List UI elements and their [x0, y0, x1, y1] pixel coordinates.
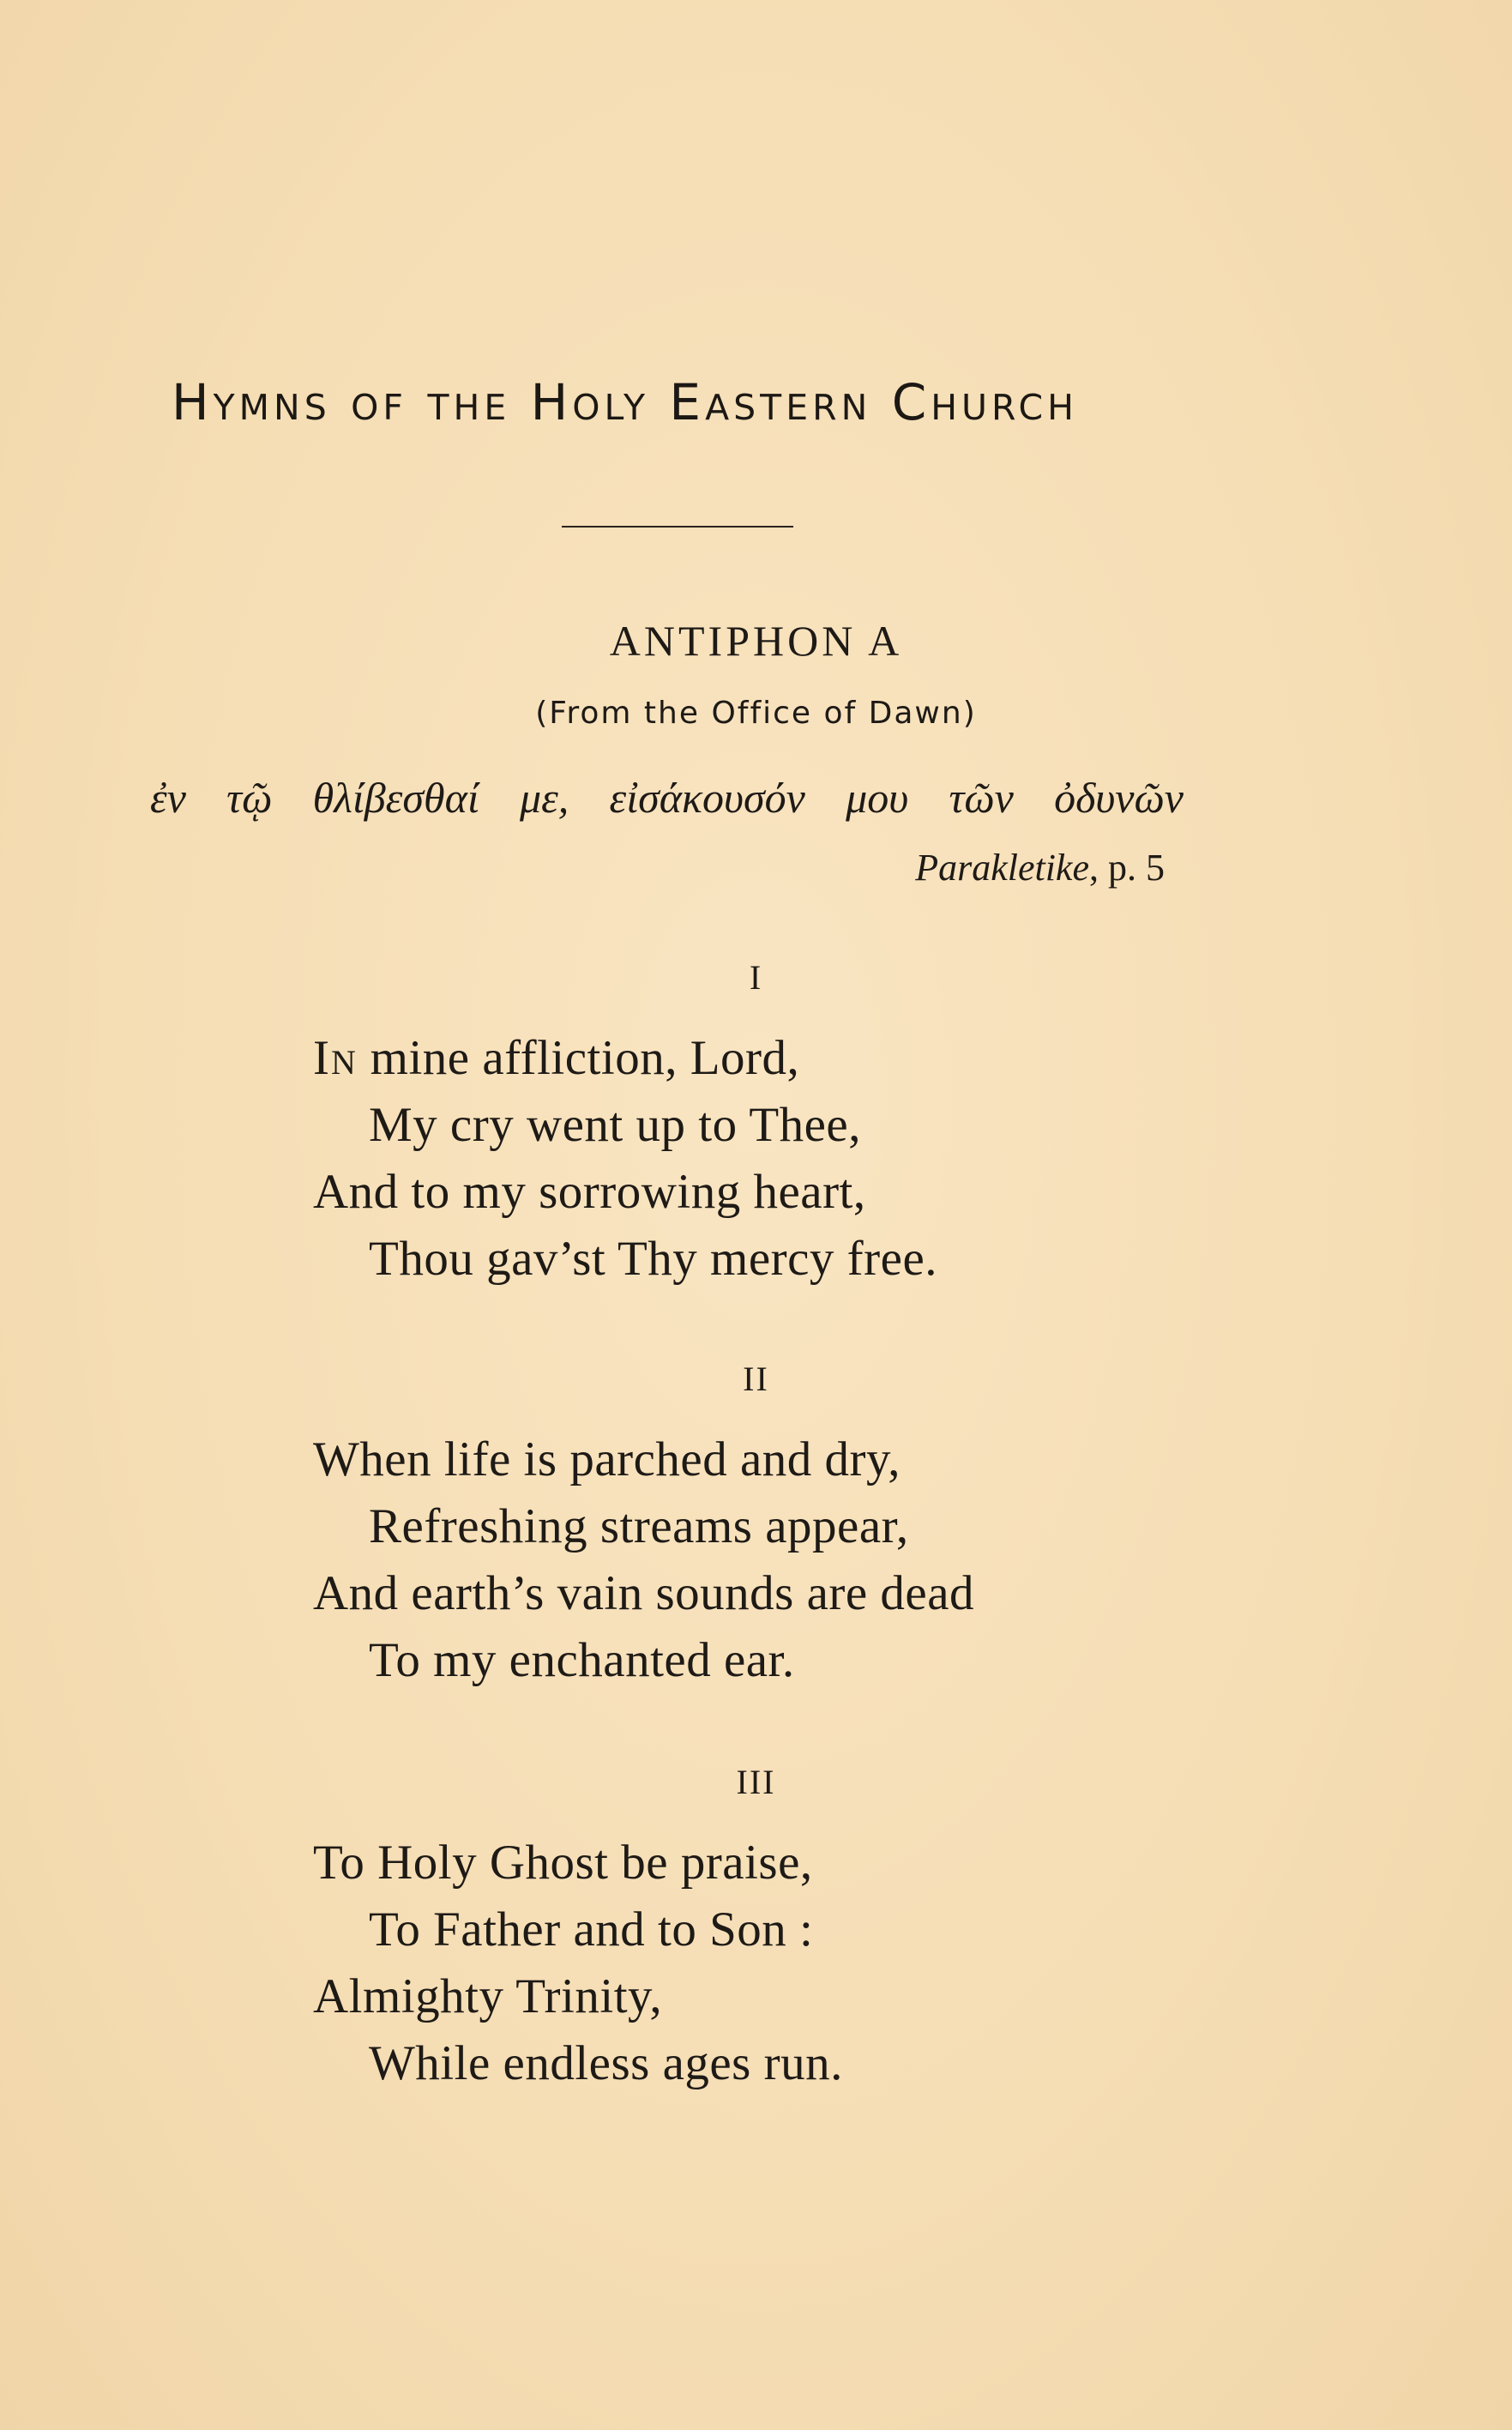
citation-page: , p. 5 [1089, 847, 1165, 889]
stanza-3 [313, 1830, 1214, 2097]
verse-line: My cry went up to Thee, [369, 1098, 861, 1152]
stanza-numeral-1: I [749, 958, 763, 997]
verse-line: While endless ages run. [369, 2036, 843, 2090]
verse-line: To Father and to Son : [369, 1902, 814, 1957]
citation-book: Parakletike [915, 847, 1089, 889]
verse-line [313, 1025, 1214, 1092]
citation [915, 849, 1165, 887]
title-rule [562, 526, 793, 528]
stanza-numeral-2: II [743, 1360, 769, 1398]
stanza-2 [313, 1426, 1214, 1694]
hymn-title: ANTIPHON A [609, 617, 903, 665]
verse-line: And earth’s vain sounds are dead [313, 1566, 975, 1620]
verse-line: Thou gav’st Thy mercy free. [369, 1232, 937, 1286]
running-head: Hymns of the Holy Eastern Church [172, 373, 1078, 431]
stanza-numeral-3: III [736, 1763, 776, 1801]
verse-line: Almighty Trinity, [313, 1969, 663, 2023]
verse-line: To Holy Ghost be praise, [313, 1836, 813, 1890]
verse-line: And to my sorrowing heart, [313, 1165, 866, 1219]
stanza-1 [313, 1025, 1214, 1293]
verse-line: Refreshing streams appear, [369, 1499, 909, 1553]
verse-first-word: In [313, 1031, 358, 1085]
verse-line: To my enchanted ear. [369, 1633, 795, 1687]
hymn-source: (From the Office of Dawn) [535, 696, 977, 731]
verse-line-rest: mine affliction, Lord, [357, 1031, 800, 1085]
greek-incipit: ἐν τῷ θλίβεσθαί με, εἰσάκουσόν μου τῶν ὀδυνῶν [150, 774, 1184, 822]
verse-line: When life is parched and dry, [313, 1432, 901, 1486]
